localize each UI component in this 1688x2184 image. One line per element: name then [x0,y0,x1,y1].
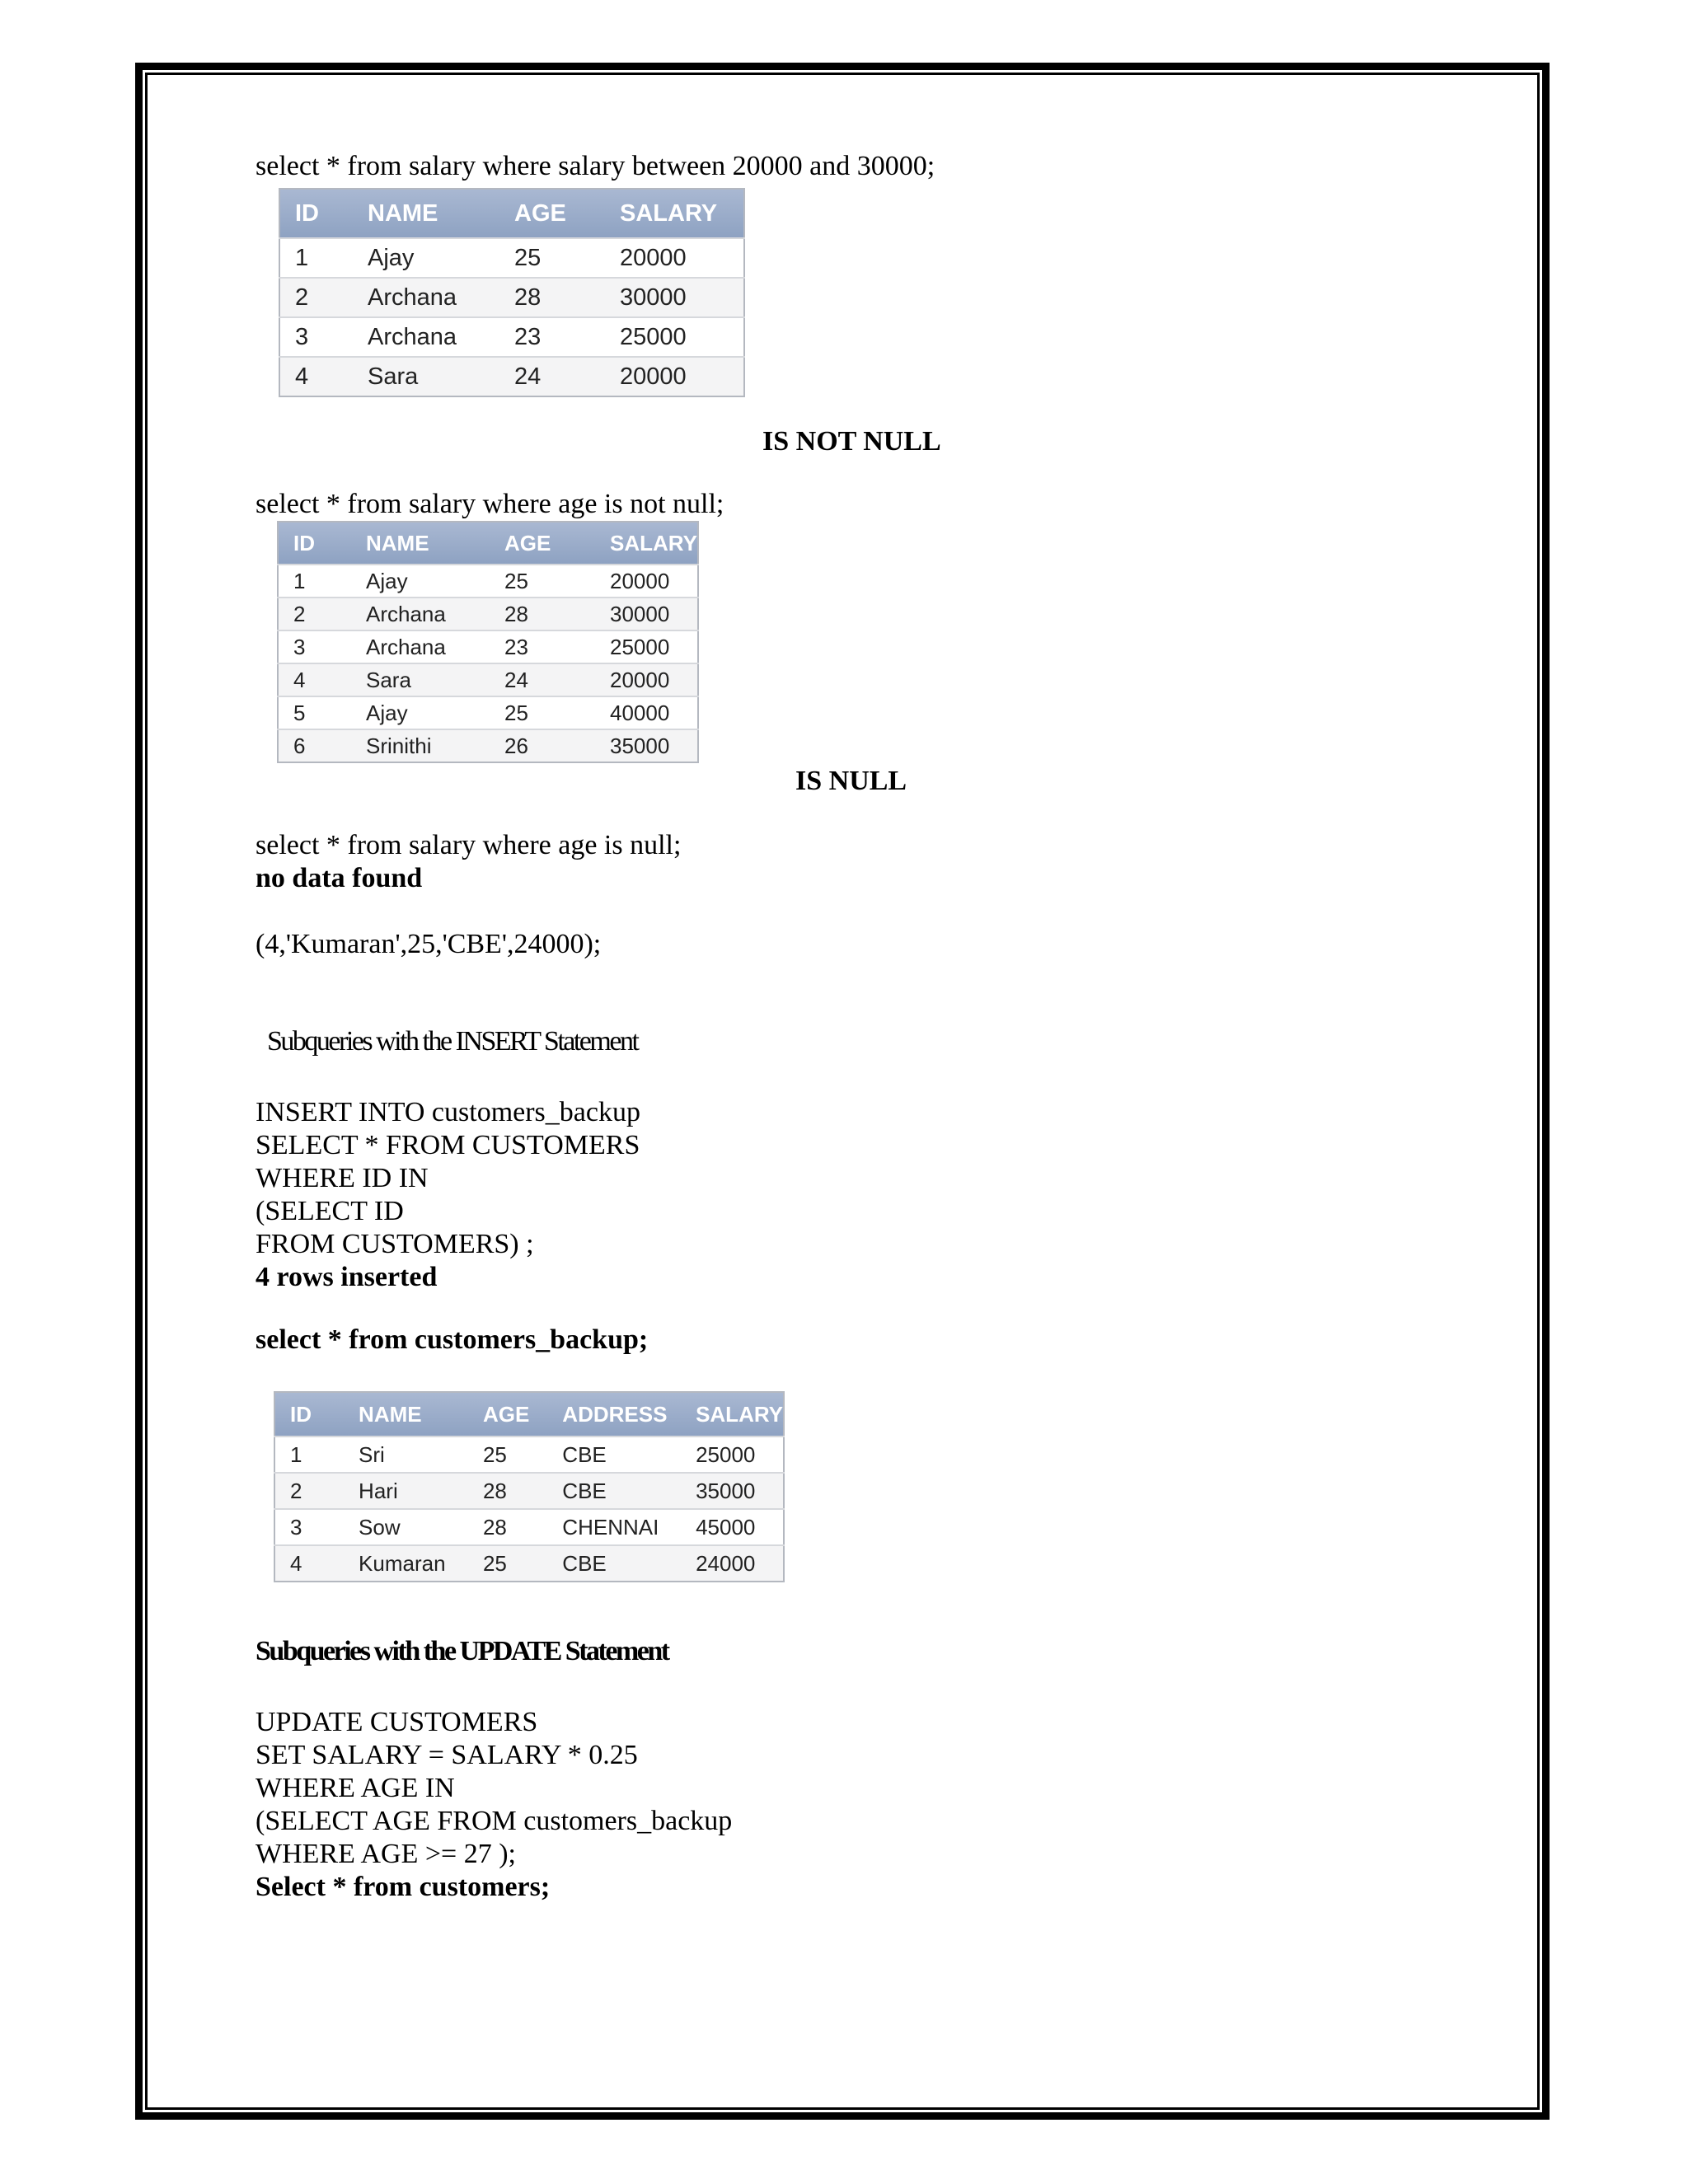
result-table-customers-backup [274,1391,785,1582]
update-sql-line: SET SALARY = SALARY * 0.25 [256,1740,638,1770]
query-not-null: select * from salary where age is not null; [256,489,724,519]
column-header: SALARY [681,1392,784,1436]
column-header: SALARY [595,522,698,565]
table-row [278,663,698,696]
cell: Ajay [353,238,499,278]
column-header: SALARY [605,189,744,238]
table-row [279,278,744,317]
table-row [279,357,744,396]
column-header: NAME [353,189,499,238]
query-between: select * from salary where salary between 20000 and 30000; [256,151,935,181]
cell: 1 [279,238,353,278]
table-header-row [279,189,744,238]
table-row [279,317,744,357]
cell: Archana [351,598,490,630]
cell: Srinithi [351,729,490,762]
query-is-null: select * from salary where age is null; [256,830,682,860]
cell: 25000 [595,630,698,663]
update-section-heading: Subqueries with the UPDATE Statement [256,1636,668,1666]
cell: 25 [490,696,595,729]
insert-sql-line: SELECT * FROM CUSTOMERS [256,1130,640,1160]
result-table-not-null [277,521,699,763]
table-row [274,1545,784,1582]
cell: 28 [468,1509,547,1545]
result-table-between [279,188,745,397]
cell: Sara [351,663,490,696]
cell: 25 [499,238,605,278]
cell: CHENNAI [547,1509,681,1545]
cell: 23 [490,630,595,663]
column-header: NAME [351,522,490,565]
cell: 25000 [681,1436,784,1473]
values-line: (4,'Kumaran',25,'CBE',24000); [256,929,602,959]
cell: 2 [278,598,351,630]
table-row [278,565,698,598]
insert-sql-line: WHERE ID IN [256,1163,429,1193]
cell: Archana [353,317,499,357]
select-customers-query: Select * from customers; [256,1872,551,1902]
cell: 1 [278,565,351,598]
cell: 1 [274,1436,344,1473]
cell: CBE [547,1545,681,1582]
cell: Kumaran [344,1545,468,1582]
cell: 20000 [595,663,698,696]
column-header: AGE [499,189,605,238]
table-row [279,238,744,278]
insert-sql-line: INSERT INTO customers_backup [256,1097,640,1127]
cell: 28 [468,1473,547,1509]
cell: 30000 [605,278,744,317]
cell: 24 [490,663,595,696]
cell: 28 [490,598,595,630]
column-header: ID [274,1392,344,1436]
cell: Sri [344,1436,468,1473]
cell: 25 [468,1545,547,1582]
cell: 23 [499,317,605,357]
cell: 20000 [595,565,698,598]
column-header: NAME [344,1392,468,1436]
table-row [274,1436,784,1473]
cell: Ajay [351,565,490,598]
cell: 35000 [595,729,698,762]
table-header-row [278,522,698,565]
update-sql-line: UPDATE CUSTOMERS [256,1707,538,1737]
cell: 4 [279,357,353,396]
select-backup-query: select * from customers_backup; [256,1324,649,1355]
cell: 3 [274,1509,344,1545]
no-data-found: no data found [256,863,423,893]
cell: 25 [468,1436,547,1473]
cell: 4 [274,1545,344,1582]
cell: 30000 [595,598,698,630]
cell: Archana [353,278,499,317]
cell: 40000 [595,696,698,729]
table-row [274,1509,784,1545]
update-sql-line: (SELECT AGE FROM customers_backup [256,1806,733,1836]
table-row [278,729,698,762]
cell: 26 [490,729,595,762]
table-row [274,1473,784,1509]
cell: 4 [278,663,351,696]
cell: Sow [344,1509,468,1545]
insert-section-heading: Subqueries with the INSERT Statement [267,1026,638,1057]
table-header-row [274,1392,784,1436]
cell: 2 [279,278,353,317]
cell: 28 [499,278,605,317]
cell: 6 [278,729,351,762]
update-sql-line: WHERE AGE >= 27 ); [256,1839,516,1869]
cell: 3 [278,630,351,663]
cell: 25 [490,565,595,598]
cell: 20000 [605,238,744,278]
cell: CBE [547,1473,681,1509]
column-header: ADDRESS [547,1392,681,1436]
cell: 20000 [605,357,744,396]
insert-result: 4 rows inserted [256,1262,438,1292]
table-row [278,630,698,663]
cell: Sara [353,357,499,396]
cell: CBE [547,1436,681,1473]
insert-sql-line: (SELECT ID [256,1196,404,1226]
cell: Hari [344,1473,468,1509]
cell: 24000 [681,1545,784,1582]
table-row [278,696,698,729]
cell: 2 [274,1473,344,1509]
cell: 5 [278,696,351,729]
column-header: ID [279,189,353,238]
cell: 35000 [681,1473,784,1509]
table-row [278,598,698,630]
heading-is-not-null: IS NOT NULL [762,426,941,457]
insert-sql-line: FROM CUSTOMERS) ; [256,1229,534,1259]
cell: 45000 [681,1509,784,1545]
cell: 25000 [605,317,744,357]
heading-is-null: IS NULL [795,766,907,796]
cell: Ajay [351,696,490,729]
column-header: AGE [490,522,595,565]
cell: Archana [351,630,490,663]
cell: 24 [499,357,605,396]
column-header: AGE [468,1392,547,1436]
column-header: ID [278,522,351,565]
update-sql-line: WHERE AGE IN [256,1773,455,1803]
cell: 3 [279,317,353,357]
